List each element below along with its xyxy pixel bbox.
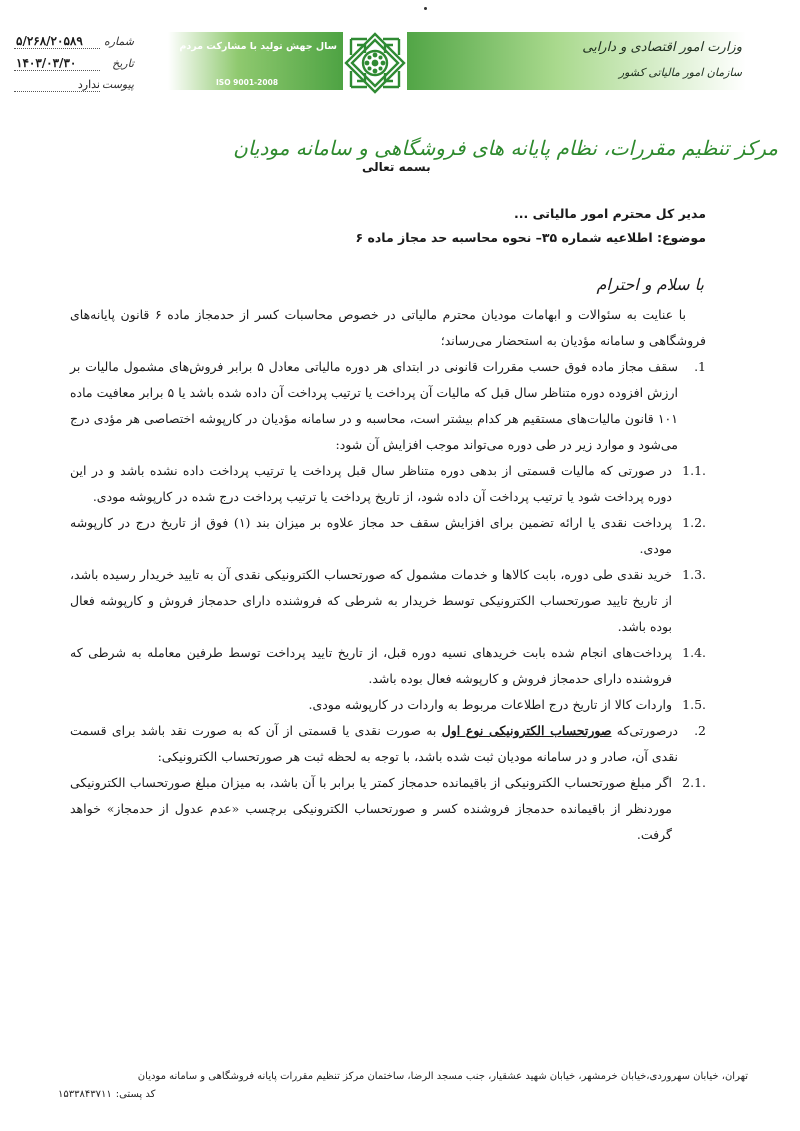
- list-item-2: [70, 718, 706, 770]
- postal-row: [58, 1086, 748, 1104]
- number-value: ۵/۲۶۸/۲۰۵۸۹: [14, 34, 100, 49]
- item-text: [70, 718, 678, 770]
- top-dot: [424, 7, 427, 10]
- list-item: [70, 562, 706, 640]
- banner-right-band: [401, 32, 746, 90]
- center-title: مرکز تنظیم مقررات، نظام پایانه های فروشگاهی و سامانه مودیان: [233, 136, 778, 160]
- item-number: 2.1.: [682, 775, 706, 790]
- list-item: [70, 458, 706, 510]
- list-item: [70, 354, 706, 458]
- list-item-2-1: [70, 770, 706, 848]
- item-number: 1.1.: [682, 463, 706, 478]
- item-text: اگر مبلغ صورتحساب الکترونیکی از باقیمانده حدمجاز کمتر یا برابر با آن باشد، به میزان مبلغ صورتحساب الکترونیکی موردنظر از باقیمانده حدمجاز فروشنده کسر و صورتحساب الکترونیکی برچسب «عدم عدول از حدمجاز» خواهد گرفت.: [70, 775, 672, 842]
- item2-post: به صورت نقدی یا قسمتی از آن که به صورت نقد باشد برای قسمت نقدی آن، صادر و در سامانه مودیان ثبت شده باشد، با توجه به لحظه ثبت هر صورتحساب الکترونیکی:: [70, 723, 678, 764]
- date-value: ۱۴۰۳/۰۳/۳۰: [14, 56, 100, 71]
- intro-paragraph: با عنایت به سئوالات و ابهامات مودیان محترم مالیاتی در خصوص محاسبات کسر از حدمجاز ماده ۶ قانون پایانه‌های فروشگاهی و سامانه مؤدیان به استحضار می‌رساند؛: [70, 307, 706, 348]
- item-number: .1: [694, 359, 706, 374]
- item-text: خرید نقدی طی دوره، بابت کالاها و خدمات مشمول که صورتحساب الکترونیکی نقدی آن به تایید خریدار رسیده باشد، از تاریخ تایید صورتحساب الکترونیکی توسط خریدار به شرطی که فروشنده دارای حدمجاز فروش و کارپوشه فعال بوده باشد.: [70, 567, 672, 634]
- basmala: بسمه تعالی: [362, 160, 431, 174]
- item-text: سقف مجاز ماده فوق حسب مقررات قانونی در ابتدای هر دوره مالیاتی معادل ۵ برابر فروش‌های مشمول مالیات بر ارزش افزوده دوره متناظر سال قبل که مالیات آن پرداخت یا ترتیب پرداخت آن داده شده باشد یا ۵ برابر معافیت ماده ۱۰۱ قانون مالیات‌های مستقیم هر کدام بیشتر است، محاسبه و در سامانه مؤدیان در کارپوشه اختصاصی هر مؤدی درج می‌شود و موارد زیر در طی دوره می‌تواند موجب افزایش آن شود:: [70, 359, 678, 452]
- organization-name: سازمان امور مالیاتی کشور: [618, 66, 742, 79]
- iso-label: ISO 9001-2008: [216, 78, 279, 87]
- banner-left-band: [168, 32, 343, 90]
- date-row: [14, 56, 134, 78]
- footer-address: تهران، خیابان سهروردی،خیابان خرمشهر، خیابان شهید عشقیار، جنب مسجد الرضا، ساختمان مرکز تنظیم مقررات پایانه فروشگاهی و سامانه مودیان: [137, 1071, 748, 1082]
- item-text: پرداخت نقدی یا ارائه تضمین برای افزایش سقف حد مجاز علاوه بر میزان بند (۱) فوق از تاریخ درج در کارپوشه مودی.: [70, 515, 672, 556]
- postal-label: کد پستی:: [115, 1089, 156, 1100]
- list-item: [70, 510, 706, 562]
- footer: [58, 1068, 748, 1104]
- attachment-label: پیوست: [101, 78, 134, 91]
- letter-body: [70, 302, 706, 848]
- list-item: [70, 692, 706, 718]
- item-number: 1.2.: [682, 515, 706, 530]
- postal-value: ۱۵۳۳۸۴۳۷۱۱: [58, 1089, 112, 1100]
- subject: موضوع: اطلاعیه شماره ۳۵– نحوه محاسبه حد مجاز ماده ۶: [355, 230, 706, 245]
- date-label: تاریخ: [112, 57, 134, 70]
- salutation: با سلام و احترام: [596, 275, 704, 294]
- item-number: 1.5.: [682, 697, 706, 712]
- item-number: .2: [694, 723, 706, 738]
- tax-organization-emblem-icon: [343, 31, 407, 95]
- attachment-row: [14, 78, 134, 100]
- item-number: 1.3.: [682, 567, 706, 582]
- invoice-type-emphasis: صورتحساب الکترونیکی نوع اول: [441, 723, 612, 738]
- number-label: شماره: [103, 35, 134, 48]
- year-slogan: سال جهش تولید با مشارکت مردم: [179, 41, 337, 52]
- item-text: پرداخت‌های انجام شده بابت خریدهای نسیه دوره قبل، از تاریخ تایید پرداخت توسط طرفین معامله به شرطی که فروشنده دارای حدمجاز فروش و کارپوشه فعال بوده باشد.: [70, 645, 672, 686]
- list-item: [70, 640, 706, 692]
- recipient: مدیر کل محترم امور مالیاتی ...: [514, 206, 706, 221]
- ministry-name: وزارت امور اقتصادی و دارایی: [582, 40, 742, 55]
- header-banner: [168, 32, 746, 90]
- item-text: واردات کالا از تاریخ درج اطلاعات مربوط به واردات در کارپوشه مودی.: [308, 697, 672, 712]
- item-number: 1.4.: [682, 645, 706, 660]
- item2-pre: درصورتی‌که: [611, 723, 679, 738]
- item-text: در صورتی که مالیات قسمتی از بدهی دوره متناظر سال قبل پرداخت یا ترتیب پرداخت داده نشده باشد و در این دوره پرداخت شود یا ترتیب پرداخت آن داده شود، از تاریخ پرداخت یا ترتیب پرداخت درج شده در کارپوشه مودی.: [70, 463, 672, 504]
- letter-meta: [14, 34, 134, 100]
- number-row: [14, 34, 134, 56]
- attachment-value: ندارد: [14, 78, 100, 92]
